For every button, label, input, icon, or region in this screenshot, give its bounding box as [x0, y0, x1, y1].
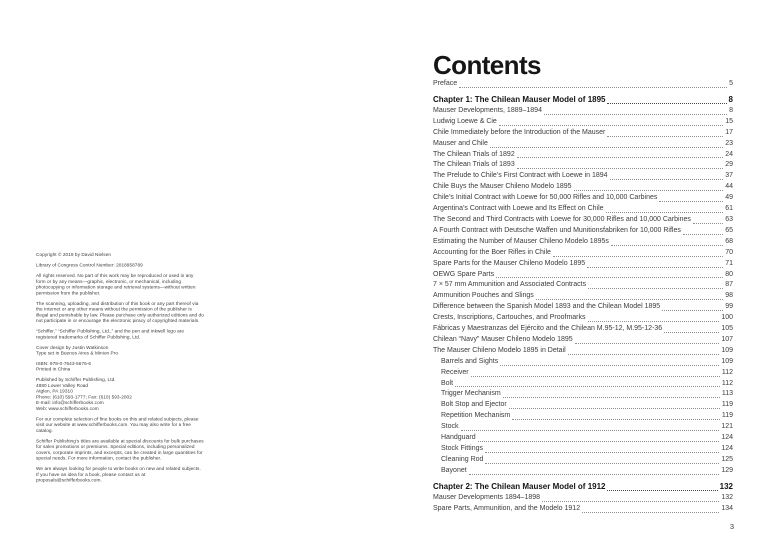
copyright-paragraph — [36, 273, 204, 296]
toc-page-number: 87 — [725, 281, 733, 289]
toc-dot-leader — [483, 459, 721, 466]
toc-dot-leader — [483, 448, 721, 455]
copyright-line: “Schiffer,” “Schiffer Publishing, Ltd.,” and the pen and inkwell logo are registered trademarks of Schiffer Publishing, Ltd. — [36, 328, 185, 340]
copyright-line: 4880 Lower Valley Road — [36, 382, 89, 388]
toc-entry-label: Estimating the Number of Mauser Chileno Modelo 1895s — [433, 237, 609, 245]
toc-page-number: 132 — [721, 493, 733, 501]
toc-entry-label: Chile Immediately before the Introduction of the Mauser — [433, 128, 606, 136]
toc-entry-label: Spare Parts for the Mauser Chileno Modelo 1895 — [433, 259, 586, 267]
toc-entry-label: Stock Fittings — [441, 445, 484, 452]
toc-entry-row — [433, 302, 733, 313]
toc-dot-leader — [604, 208, 726, 215]
toc-entry-row — [433, 466, 733, 477]
toc-entry-label: Fábricas y Maestranzas del Ejército and the Chilean M.95-12, M.95-12-36 — [433, 325, 663, 333]
toc-entry-row — [433, 433, 733, 444]
toc-entry-label: Mauser and Chile — [433, 139, 488, 147]
copyright-line: Atglen, PA 19310 — [36, 388, 73, 394]
copyright-line: Phone: (610) 593-1777; Fax: (610) 593-2002 — [36, 394, 132, 400]
toc-dot-leader — [515, 153, 725, 160]
toc-entry-label: Repetition Mechanism — [441, 412, 511, 420]
toc-dot-leader — [542, 110, 729, 117]
toc-entry-row — [433, 313, 733, 324]
toc-entry-label: Chilean “Navy” Mauser Chileno Modelo 1895 — [433, 335, 573, 343]
toc-entry-row — [433, 270, 733, 281]
toc-entry-row — [433, 237, 733, 248]
toc-entry-row — [433, 150, 733, 161]
toc-entry-row — [433, 411, 733, 422]
toc-dot-leader — [580, 508, 721, 515]
toc-dot-leader — [660, 306, 725, 313]
toc-entry-label: 7 × 57 mm Ammunition and Associated Contracts — [433, 281, 587, 289]
toc-page-number: 125 — [721, 455, 733, 463]
toc-page-number: 124 — [721, 434, 733, 442]
toc-entry-row — [433, 193, 733, 204]
copyright-line: Printed in China — [36, 366, 71, 372]
copyright-line: All rights reserved. No part of this work may be reproduced or used in any form or by any means—graphic, electronic, or mechanical, including photocopying or information storage and retrieval systems—without written permission from the publisher. — [36, 272, 196, 296]
toc-dot-leader — [586, 284, 725, 291]
toc-entry-label: Argentina’s Contract with Loewe and Its Effect on Chile — [433, 205, 604, 213]
toc-entry-label: A Fourth Contract with Deutsche Waffen und Munitionsfabriken for 10,000 Rifles — [433, 226, 681, 234]
toc-entry-row — [433, 204, 733, 215]
copyright-paragraph — [36, 262, 204, 268]
copyright-line: The scanning, uploading, and distribution of this book or any part thereof via the Internet or any other means without the permission of the publisher is illegal and punishable by law. Please purchase only authorized editions and do not participate in or encourage the electronic piracy of copyrighted materials. — [36, 300, 204, 324]
toc-chapter-row — [433, 94, 733, 106]
toc-dot-leader — [459, 426, 722, 433]
toc-dot-leader — [605, 132, 725, 139]
toc-entry-row — [433, 182, 733, 193]
toc-page-number: 134 — [721, 504, 733, 512]
toc-page-number: 24 — [725, 150, 733, 158]
copyright-line: Cover design by Justin Watkinson — [36, 344, 109, 350]
toc-dot-leader — [501, 393, 722, 400]
toc-entry-label: Chile Buys the Mauser Chileno Modelo 1895 — [433, 183, 572, 191]
copyright-paragraph — [36, 438, 204, 461]
toc-entry-row — [433, 357, 733, 368]
toc-entry-row — [433, 215, 733, 226]
toc-dot-leader — [534, 295, 725, 302]
toc-entry-row — [433, 171, 733, 182]
toc-page-number: 68 — [725, 237, 733, 245]
toc-entry-label: Difference between the Spanish Model 1893 and the Chilean Model 1895 — [433, 303, 661, 311]
toc-page-number: 113 — [721, 390, 733, 398]
contents-page — [433, 52, 733, 515]
toc-entry-row — [433, 389, 733, 400]
toc-page-number: 8 — [729, 106, 733, 114]
toc-page-number: 124 — [721, 445, 733, 452]
toc-page-number: 98 — [725, 292, 733, 300]
toc-entry-label: Crests, Inscriptions, Cartouches, and Proofmarks — [433, 314, 586, 322]
toc-entry-label: Bolt Stop and Ejector — [441, 401, 507, 409]
toc-dot-leader — [573, 339, 722, 346]
toc-page-number: 119 — [721, 401, 733, 409]
toc-entry-label: Ammunition Pouches and Slings — [433, 292, 534, 300]
toc-entry-label: The Mauser Chileno Modelo 1895 in Detail — [433, 346, 566, 354]
toc-chapter-row — [433, 481, 733, 493]
toc-dot-leader — [657, 197, 725, 204]
toc-page-number: 44 — [725, 183, 733, 191]
toc-page-number: 23 — [725, 139, 733, 147]
toc-page-number: 109 — [721, 346, 733, 354]
copyright-line: Type set in Buenos Aires & Minion Pro — [36, 350, 118, 356]
toc-entry-label: Trigger Mechanism — [441, 390, 501, 398]
toc-entry-label: Chile’s Initial Contract with Loewe for 50,000 Rifles and 10,000 Carbines — [433, 194, 658, 202]
toc-dot-leader — [551, 252, 725, 259]
toc-page-number: 99 — [725, 303, 733, 311]
toc-entry-row — [433, 455, 733, 466]
toc-dot-leader — [605, 99, 728, 106]
toc-entry-label: Bayonet — [441, 466, 467, 474]
toc-page-number: 80 — [725, 270, 733, 278]
toc-page-number: 121 — [721, 423, 733, 431]
copyright-line: E-mail: info@schifferbooks.com — [36, 400, 104, 406]
toc-page-number: 37 — [725, 172, 733, 180]
copyright-line: Schiffer Publishing’s titles are available at special discounts for bulk purchases for sales promotions or premiums. Special editions, including personalized covers, corporate imprints, and excerpts, can be created in large quantities for special needs. For more information, contact the publisher. — [36, 438, 204, 461]
toc-dot-leader — [662, 328, 721, 335]
toc-dot-leader — [515, 164, 725, 171]
toc-entry-row — [433, 280, 733, 291]
toc-entry-label: Chapter 2: The Chilean Mauser Model of 1912 — [433, 481, 606, 491]
toc-page-number: 109 — [721, 357, 733, 365]
toc-entry-label: The Prelude to Chile’s First Contract with Loewe in 1894 — [433, 172, 608, 180]
toc-dot-leader — [510, 415, 722, 422]
copyright-paragraph — [36, 361, 204, 373]
toc-entry-label: Ludwig Loewe & Cie — [433, 117, 497, 125]
copyright-line: Copyright © 2019 by David Nielsen — [36, 252, 112, 258]
toc-preface-row — [433, 79, 733, 90]
toc-dot-leader — [691, 219, 725, 226]
toc-entry-row — [433, 128, 733, 139]
toc-dot-leader — [494, 273, 725, 280]
toc-dot-leader — [457, 83, 729, 90]
copyright-line: Library of Congress Control Number: 2018958789 — [36, 262, 143, 268]
toc-entry-label: Barrels and Sights — [441, 357, 499, 365]
copyright-line: ISBN: 978-0-7643-5676-6 — [36, 360, 92, 367]
toc-page-number: 17 — [725, 128, 733, 136]
toc-dot-leader — [681, 230, 725, 237]
toc-entry-label: Accounting for the Boer Rifles in Chile — [433, 248, 551, 256]
toc-entry-label: Spare Parts, Ammunition, and the Modelo 1912 — [433, 504, 581, 512]
toc-entry-row — [433, 291, 733, 302]
toc-entry-row — [433, 346, 733, 357]
toc-dot-leader — [609, 241, 725, 248]
toc-entry-row — [433, 368, 733, 379]
toc-dot-leader — [476, 437, 722, 444]
toc-entry-label: Mauser Developments 1894–1898 — [433, 493, 541, 501]
toc-page-number: 71 — [725, 259, 733, 267]
toc-page-number: 61 — [725, 205, 733, 213]
toc-page-number: 105 — [721, 325, 733, 333]
toc-page-number: 15 — [725, 117, 733, 125]
toc-list — [433, 79, 733, 515]
copyright-line: Web: www.schifferbooks.com — [36, 405, 99, 411]
toc-entry-label: The Second and Third Contracts with Loewe for 30,000 Rifles and 10,000 Carbines — [433, 215, 691, 223]
toc-entry-row — [433, 504, 733, 515]
toc-dot-leader — [566, 350, 722, 357]
copyright-line: For our complete selection of fine books on this and related subjects, please visit our website at www.schifferbooks.com. You may also write for a free catalog. — [36, 416, 199, 433]
copyright-paragraph — [36, 377, 204, 412]
toc-entry-label: Receiver — [441, 368, 469, 376]
toc-entry-row — [433, 422, 733, 433]
toc-dot-leader — [469, 372, 722, 379]
toc-dot-leader — [507, 404, 722, 411]
copyright-paragraph — [36, 301, 204, 324]
toc-page-number: 112 — [721, 379, 733, 387]
toc-page-number: 8 — [728, 94, 733, 104]
toc-page-number: 107 — [721, 335, 733, 343]
copyright-paragraph — [36, 345, 204, 357]
toc-entry-row — [433, 117, 733, 128]
toc-entry-row — [433, 259, 733, 270]
toc-page-number: 65 — [725, 226, 733, 234]
toc-page-number: 29 — [725, 161, 733, 169]
toc-entry-row — [433, 379, 733, 390]
toc-dot-leader — [585, 263, 725, 270]
toc-entry-label: OEWG Spare Parts — [433, 270, 495, 278]
toc-page-number: 70 — [725, 248, 733, 256]
toc-entry-row — [433, 160, 733, 171]
copyright-line: Published by Schiffer Publishing, Ltd. — [36, 376, 116, 383]
page-title: Contents — [433, 50, 541, 80]
toc-dot-leader — [453, 382, 722, 389]
toc-page-number: 63 — [725, 215, 733, 223]
toc-page-number: 132 — [719, 481, 733, 491]
toc-entry-row — [433, 400, 733, 411]
toc-dot-leader — [540, 497, 721, 504]
toc-entry-label: Chapter 1: The Chilean Mauser Model of 1895 — [433, 94, 606, 104]
toc-dot-leader — [586, 317, 722, 324]
toc-entry-label: Preface — [433, 80, 458, 87]
toc-entry-label: Handguard — [441, 434, 476, 442]
toc-entry-label: Cleaning Rod — [441, 455, 484, 463]
copyright-line: We are always looking for people to write books on new and related subjects. If you have an idea for a book, please contact us at proposals@schifferbooks.com. — [36, 465, 201, 483]
toc-entry-row — [433, 139, 733, 150]
toc-entry-row — [433, 248, 733, 259]
toc-entry-row — [433, 335, 733, 346]
toc-entry-label: The Chilean Trials of 1893 — [433, 161, 515, 169]
copyright-paragraph — [36, 416, 204, 433]
page-number-folio: 3 — [729, 522, 734, 531]
toc-dot-leader — [497, 121, 725, 128]
toc-dot-leader — [572, 186, 726, 193]
copyright-paragraph — [36, 328, 204, 340]
toc-page-number: 119 — [721, 412, 733, 420]
toc-page-number: 5 — [729, 80, 733, 87]
toc-entry-row — [433, 444, 733, 455]
toc-dot-leader — [498, 361, 721, 368]
toc-entry-row — [433, 493, 733, 504]
toc-page-number: 100 — [721, 314, 733, 322]
toc-dot-leader — [608, 175, 726, 182]
copyright-paragraph — [36, 252, 204, 258]
toc-entry-label: The Chilean Trials of 1892 — [433, 150, 515, 158]
toc-entry-row — [433, 324, 733, 335]
toc-entry-row — [433, 106, 733, 117]
toc-entry-label: Stock — [441, 423, 459, 431]
toc-page-number: 49 — [725, 194, 733, 202]
toc-page-number: 129 — [721, 466, 733, 474]
toc-entry-label: Bolt — [441, 379, 454, 387]
toc-page-number: 112 — [721, 368, 733, 376]
toc-dot-leader — [467, 470, 722, 477]
toc-entry-row — [433, 226, 733, 237]
copyright-paragraph — [36, 466, 204, 483]
toc-dot-leader — [488, 143, 725, 150]
copyright-block — [36, 252, 204, 488]
toc-dot-leader — [605, 486, 719, 493]
toc-entry-label: Mauser Developments, 1889–1894 — [433, 106, 542, 114]
